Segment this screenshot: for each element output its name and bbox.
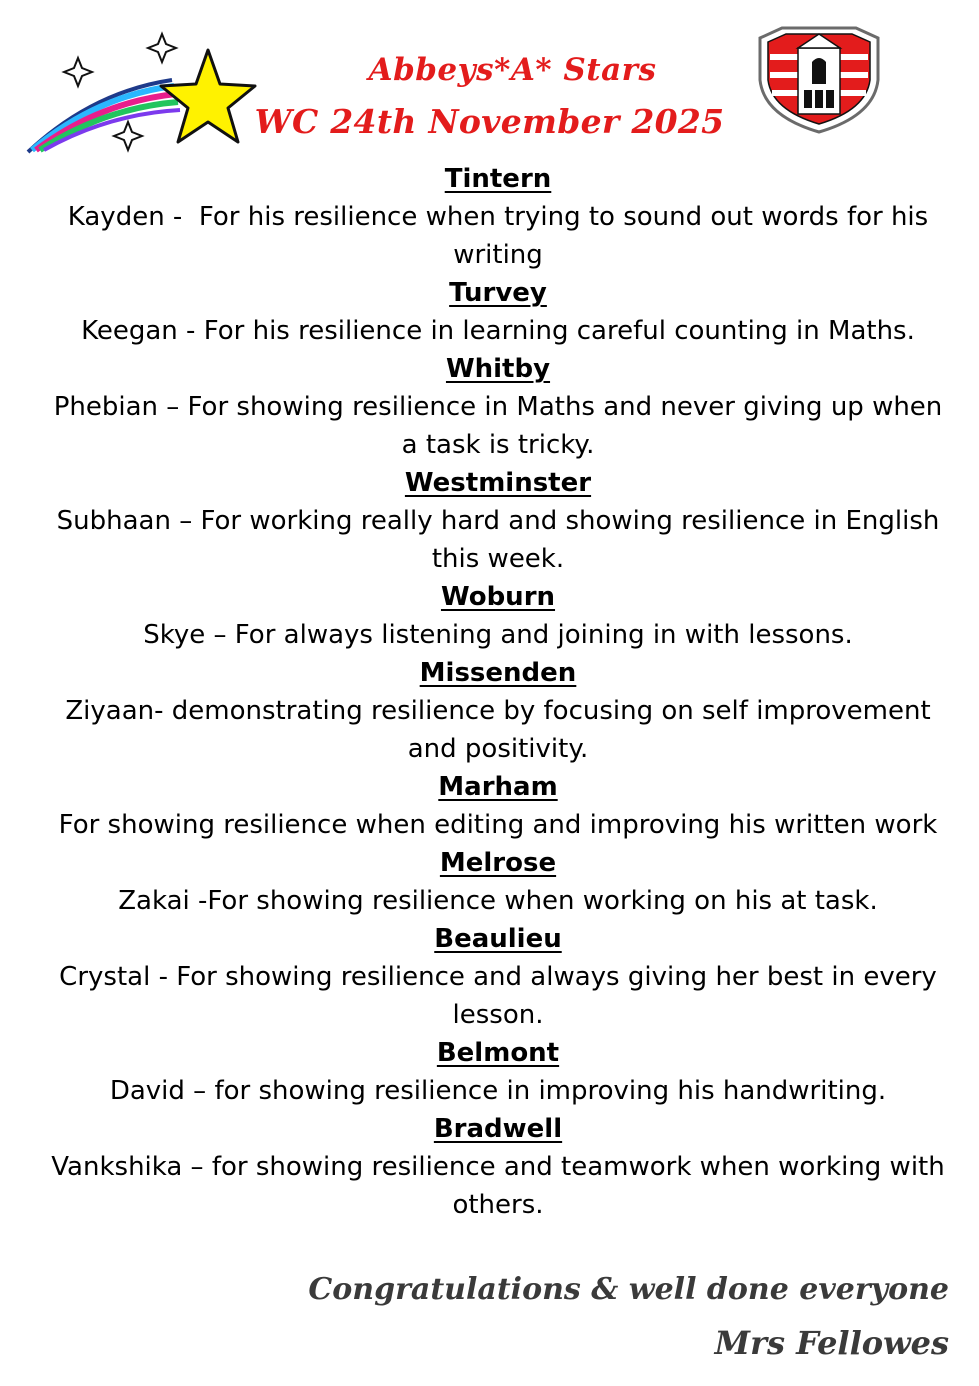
house-name: Missenden	[419, 658, 577, 688]
page-subtitle: WC 24th November 2025	[254, 102, 725, 141]
house-name: Woburn	[440, 582, 556, 612]
shooting-star-icon	[22, 22, 262, 162]
house-name: Westminster	[404, 468, 592, 498]
school-crest-icon	[752, 24, 886, 136]
award-item	[40, 350, 956, 464]
house-name: Belmont	[436, 1038, 560, 1068]
award-reason: Skye – For always listening and joining in with lessons.	[143, 620, 853, 650]
award-item	[40, 1034, 956, 1110]
award-reason: David – for showing resilience in improving his handwriting.	[109, 1076, 887, 1106]
house-name: Whitby	[445, 354, 551, 384]
house-name: Turvey	[449, 278, 547, 308]
award-reason: Kayden - For his resilience when trying to sound out words for his writing	[67, 202, 937, 270]
award-reason: Subhaan – For working really hard and showing resilience in English this week.	[56, 506, 948, 574]
award-item	[40, 274, 956, 350]
congratulations-message: Congratulations & well done everyone	[308, 1272, 949, 1307]
award-item	[40, 920, 956, 1034]
award-reason: Crystal - For showing resilience and always giving her best in every lesson.	[59, 962, 946, 1030]
award-reason: Keegan - For his resilience in learning careful counting in Maths.	[81, 316, 915, 346]
header	[0, 0, 979, 160]
award-reason: Ziyaan- demonstrating resilience by focusing on self improvement and positivity.	[65, 696, 939, 764]
house-name: Melrose	[439, 848, 557, 878]
teacher-signature: Mrs Fellowes	[714, 1324, 949, 1362]
award-reason: Zakai -For showing resilience when working on his at task.	[118, 886, 878, 916]
award-item	[40, 160, 956, 274]
house-name: Marham	[438, 772, 558, 802]
house-name: Beaulieu	[434, 924, 562, 954]
house-name: Bradwell	[433, 1114, 563, 1144]
award-item	[40, 844, 956, 920]
award-reason: Vankshika – for showing resilience and teamwork when working with others.	[51, 1152, 953, 1220]
awards-list	[40, 160, 956, 1224]
award-reason: For showing resilience when editing and improving his written work	[58, 810, 938, 840]
award-item	[40, 578, 956, 654]
award-item	[40, 654, 956, 768]
award-reason: Phebian – For showing resilience in Maths and never giving up when a task is tricky.	[53, 392, 951, 460]
award-item	[40, 768, 956, 844]
award-item	[40, 464, 956, 578]
award-item	[40, 1110, 956, 1224]
page-title: Abbeys*A* Stars	[368, 52, 657, 88]
house-name: Tintern	[444, 164, 552, 194]
